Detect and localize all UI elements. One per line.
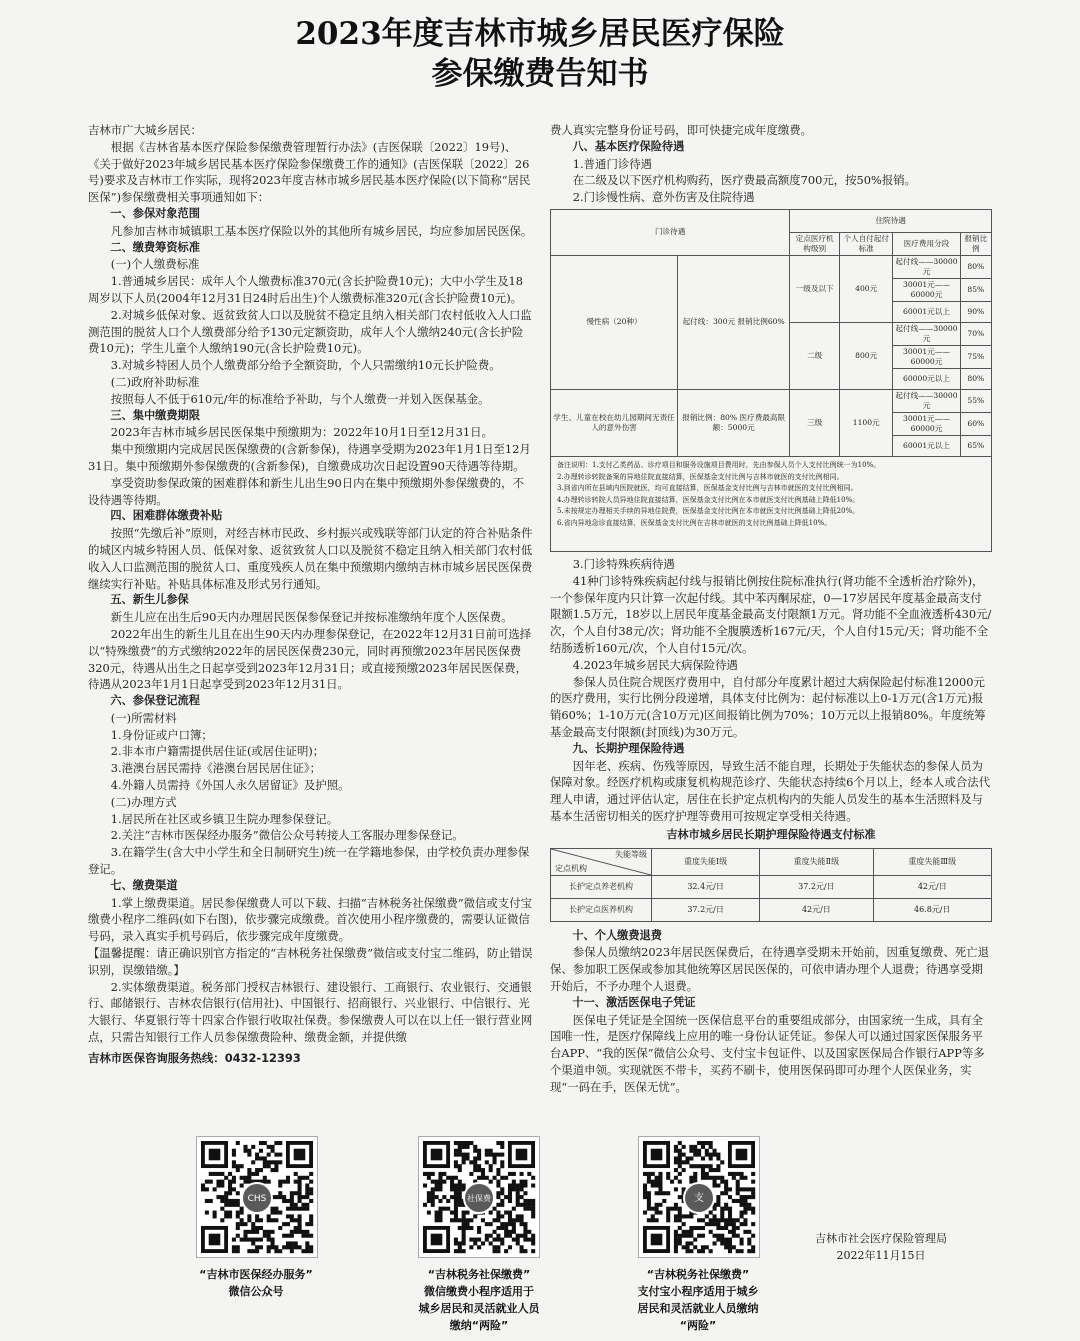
- ltc-cell: 37.2元/日: [760, 875, 873, 898]
- section-6a-item-1: 1.身份证或户口簿；: [110, 727, 213, 742]
- ratio-cell: 60%: [960, 412, 991, 435]
- section-9-heading: 九、长期护理保险待遇: [572, 741, 685, 755]
- section-9-text: 因年老、疾病、伤残等原因，导致生活不能自理，长期处于失能状态的参保人员为保障对象。经医疗机构或康复机构规范诊疗、失能状态持续6个月以上，经本人或合法代理人申请，通过评估认定，居住在长护定点机构内的失能人员发生的基本生活照料及与基本生活密切相关的医疗护理等费用可按规定享受相关待遇。: [550, 758, 991, 823]
- ltc-header: 重度失能Ⅰ级: [652, 848, 760, 875]
- qr-caption-line: 微信公众号: [228, 1285, 284, 1298]
- student-accident-rule: 报销比例：80% 医疗费最高限额：5000元: [678, 389, 790, 456]
- table-notes: [550, 457, 992, 552]
- band-cell: 起付线——30000元: [893, 389, 960, 412]
- ltc-cell: 42元/日: [873, 875, 991, 898]
- qr-caption-line: “吉林市医保经办服务”: [199, 1268, 313, 1281]
- section-1-text: 凡参加吉林市城镇职工基本医疗保险以外的其他所有城乡居民，均应参加居民医保。: [110, 223, 533, 238]
- ratio-cell: 85%: [960, 278, 991, 301]
- page-title: [0, 14, 1080, 94]
- section-6a-item-2: 2.非本市户籍需提供居住证(或居住证明)；: [110, 744, 325, 759]
- section-2b-heading: (二)政府补助标准: [110, 374, 200, 389]
- ltc-row-label: 长护定点医养机构: [551, 898, 652, 921]
- deductible-cell: 800元: [840, 322, 893, 389]
- qr-code-wechat-tax: [418, 1136, 540, 1258]
- chronic-disease-name: 慢性病（20种）: [551, 255, 678, 389]
- qr-code-icon: [639, 1137, 759, 1257]
- level-cell: 三级: [790, 389, 840, 456]
- section-2-heading: 二、缴费筹资标准: [110, 240, 200, 254]
- section-8d-heading: 4.2023年城乡居民大病保险待遇: [572, 657, 738, 672]
- section-4-heading: 四、困难群体缴费补贴: [110, 509, 223, 523]
- ltc-header: 重度失能Ⅲ级: [873, 848, 991, 875]
- header-inpatient: 住院待遇: [790, 209, 992, 232]
- qr-caption-line: “吉林税务社保缴费”: [646, 1268, 750, 1281]
- qr-code-wechat-service: [196, 1136, 318, 1258]
- section-2a-item-2: 2.对城乡低保对象、返贫致贫人口以及脱贫不稳定且纳入相关部门农村低收入人口监测范围的脱贫人口个人缴费部分给予130元定额资助，成年人个人缴纳240元(含长护险费10元)；学生儿童个人缴纳190元(含长护险费10元)。: [88, 307, 532, 356]
- table-note: 4.办理转诊转院人员异地住院直接结算，医保基金支付比例在本市就医支付比例基础上降低10%。: [557, 495, 860, 504]
- level-cell: 二级: [790, 322, 840, 389]
- ratio-cell: 75%: [960, 345, 991, 368]
- header-level: 定点医疗机构级别: [790, 232, 840, 255]
- section-6a-item-3: 3.港澳台居民需持《港澳台居民居住证》；: [110, 761, 321, 776]
- section-7-text-1: 1.掌上缴费渠道。居民参保缴费人可以下载、扫描“吉林税务社保缴费”微信或支付宝缴费小程序二维码(如下右图)，依步骤完成缴费。首次使用小程序缴费的，需要认证微信号码，录入真实手机号码后，依步骤完成年度缴费。: [88, 895, 532, 944]
- section-2b-text: 按照每人不低于610元/年的标准给予补助，与个人缴费一并划入医保基金。: [110, 391, 490, 406]
- section-8c-heading: 3.门诊特殊疾病待遇: [572, 556, 675, 571]
- band-cell: 60001元以上: [893, 435, 960, 456]
- chronic-disease-rule: 起付线：300元 报销比例60%: [678, 255, 790, 389]
- section-8a-heading: 1.普通门诊待遇: [572, 156, 653, 171]
- table-note: 6.省内异地急诊直接结算，医保基金支付比例在吉林市就医的支付比例基础上降低10%。: [557, 518, 832, 527]
- section-2a-item-1: 1.普通城乡居民：成年人个人缴费标准370元(含长护险费10元)；大中小学生及18周岁以下人员(2004年12月31日24时后出生)个人缴费标准320元(含长护险费10元)。: [88, 274, 524, 305]
- section-1-heading: 一、参保对象范围: [110, 206, 200, 220]
- section-8b-heading: 2.门诊慢性病、意外伤害及住院待遇: [572, 190, 755, 205]
- intro-paragraph: 根据《吉林省基本医疗保险参保缴费管理暂行办法》(吉医保联〔2022〕19号)、《关于做好2023年城乡居民基本医疗保险参保缴费工作的通知》(吉医保联〔2022〕26号)要求及吉林市工作实际，现将2023年度吉林市城乡居民基本医疗保险(以下简称“居民医保”)参保缴费相关事项通知如下：: [88, 139, 531, 205]
- section-3-text-2: 集中预缴期内完成居民医保缴费的(含新参保)，待遇享受期为2023年1月1日至12月31日。集中预缴期外参保缴费的(含新参保)，自缴费成功次日起设置90天待遇等待期。: [88, 442, 531, 473]
- section-3-heading: 三、集中缴费期限: [110, 408, 200, 422]
- ltc-cell: 32.4元/日: [652, 875, 760, 898]
- section-3-text-3: 享受资助参保政策的困难群体和新生儿出生90日内在集中预缴期外参保缴费的，不设待遇等待期。: [88, 475, 524, 507]
- header-ratio: 报销比例: [960, 232, 991, 255]
- qr-caption-line: “两险”: [679, 1319, 717, 1332]
- ltc-corner-bottom: 定点机构: [555, 863, 587, 873]
- section-5-text-1: 新生儿应在出生后90天内办理居民医保参保登记并按标准缴纳年度个人医保费。: [110, 610, 513, 625]
- section-6a-item-4: 4.外籍人员需持《外国人永久居留证》及护照。: [110, 778, 350, 793]
- ltc-table-caption: 吉林市城乡居民长期护理保险待遇支付标准: [666, 827, 876, 841]
- section-7-continued: 费人真实完整身份证号码，即可快捷完成年度缴费。: [550, 123, 812, 137]
- section-2a-item-3: 3.对城乡特困人员个人缴费部分给予全额资助，个人只需缴纳10元长护险费。: [110, 358, 501, 373]
- header-band: 医疗费用分段: [893, 232, 960, 255]
- table-note: 2.办理转诊转院备案的异地住院直接结算，医保基金支付比例与吉林市就医的支付比例相同。: [557, 472, 844, 481]
- ratio-cell: 55%: [960, 389, 991, 412]
- ratio-cell: 80%: [960, 255, 991, 278]
- title-line-2: 参保缴费告知书: [431, 56, 649, 92]
- section-7-tip: 【温馨提醒：请正确识别官方指定的“吉林税务社保缴费”微信或支付宝二维码，防止错误识别，误缴错缴。】: [88, 946, 533, 977]
- ltc-row-label: 长护定点养老机构: [551, 875, 652, 898]
- qr-caption-line: 缴纳“两险”: [449, 1319, 509, 1332]
- signature-block: [815, 1230, 947, 1264]
- right-column: [550, 122, 992, 1096]
- band-cell: 30001元——60000元: [893, 278, 960, 301]
- qr-caption-2: [396, 1266, 562, 1334]
- section-7-heading: 七、缴费渠道: [110, 878, 178, 892]
- ratio-cell: 90%: [960, 301, 991, 322]
- band-cell: 30001元——60000元: [893, 345, 960, 368]
- greeting: 吉林市广大城乡居民：: [88, 123, 202, 137]
- section-6b-item-2: 2.关注“吉林市医保经办服务”微信公众号转接人工客服办理参保登记。: [110, 828, 464, 843]
- ratio-cell: 70%: [960, 322, 991, 345]
- section-11-heading: 十一、激活医保电子凭证: [572, 995, 696, 1009]
- header-outpatient: 门诊待遇: [551, 209, 790, 255]
- section-3-text-1: 2023年吉林市城乡居民医保集中预缴期为：2022年10月1日至12月31日。: [110, 425, 493, 440]
- student-accident-name: 学生、儿童在校在幼儿园期间无责任人的意外伤害: [551, 389, 678, 456]
- section-6-heading: 六、参保登记流程: [110, 694, 200, 708]
- qr-code-icon: [419, 1137, 539, 1257]
- qr-caption-line: 支付宝小程序适用于城乡: [637, 1285, 759, 1298]
- qr-caption-line: 城乡居民和灵活就业人员: [418, 1302, 540, 1315]
- ltc-cell: 46.8元/日: [873, 898, 991, 921]
- section-10-heading: 十、个人缴费退费: [572, 928, 662, 942]
- section-8c-text: 41种门诊特殊疾病起付线与报销比例按住院标准执行(肾功能不全透析治疗除外)，一个参保年度内只计算一次起付线。其中苯丙酮尿症，0—17岁居民年度基金最高支付限额1.5万元，18岁以上居民年度基金最高支付限额1万元。肾功能不全血液透析430元/次，个人自付38元/次；肾功能不全腹膜透析167元/天，个人自付15元/天；肾功能不全结肠透析160元/次，个人自付15元/次。: [550, 573, 992, 655]
- qr-caption-line: 居民和灵活就业人员缴纳: [637, 1302, 759, 1315]
- ltc-cell: 37.2元/日: [652, 898, 760, 921]
- band-cell: 起付线——30000元: [893, 322, 960, 345]
- band-cell: 60000元以上: [893, 368, 960, 389]
- qr-caption-1: [176, 1266, 336, 1300]
- section-8a-text: 在二级及以下医疗机构购药，医疗费最高额度700元，按50%报销。: [572, 173, 917, 188]
- ltc-corner-cell: [551, 848, 652, 875]
- section-7-text-2: 2.实体缴费渠道。税务部门授权吉林银行、建设银行、工商银行、农业银行、交通银行、邮储银行、吉林农信银行(信用社)、中国银行、招商银行、兴业银行、中信银行、光大银行、华夏银行等十四家合作银行收取社保费。参保缴费人可以在以上任一银行营业网点，只需告知银行工作人员参保缴费险种、缴费金额，并提供缴: [88, 979, 533, 1045]
- section-8d-text: 参保人员住院合规医疗费用中，自付部分年度累计超过大病保险起付标准12000元的医疗费用，实行比例分段递增，具体支付比例为：起付标准以上0-1万元(含1万元)报销60%；1-10万元(含10万元)区间报销比例为70%；10万元以上报销80%。年度统筹基金最高支付限额(封顶线)为30万元。: [550, 674, 986, 739]
- service-hotline: 吉林市医保咨询服务热线：0432-12393: [88, 1050, 301, 1065]
- level-cell: 一级及以下: [790, 255, 840, 322]
- ratio-cell: 65%: [960, 435, 991, 456]
- deductible-cell: 1100元: [840, 389, 893, 456]
- benefits-table: [550, 209, 992, 457]
- section-5-text-2: 2022年出生的新生儿且在出生90天内办理参保登记，在2022年12月31日前可选择以“特殊缴费”的方式缴纳2022年的居民医保费230元，同时再预缴2023年居民医保费320元，待遇从出生之日起享受到2023年12月31日；或直接预缴2023年居民医保费，待遇从2023年1月1日起享受到2023年12月31日。: [88, 626, 532, 692]
- section-6b-item-1: 1.居民所在社区或乡镇卫生院办理参保登记。: [110, 811, 339, 826]
- qr-code-icon: [197, 1137, 317, 1257]
- section-6b-item-3: 3.在籍学生(含大中小学生和全日制研究生)统一在学籍地参保，由学校负责办理参保登记。: [88, 845, 530, 877]
- ltc-header: 重度失能Ⅱ级: [760, 848, 873, 875]
- issuing-organization: 吉林市社会医疗保险管理局: [815, 1232, 947, 1245]
- qr-logo-text: 支: [694, 1193, 704, 1204]
- band-cell: 起付线——30000元: [893, 255, 960, 278]
- qr-code-alipay-tax: [638, 1136, 760, 1258]
- deductible-cell: 400元: [840, 255, 893, 322]
- qr-caption-line: “吉林税务社保缴费”: [427, 1268, 531, 1281]
- section-6b-heading: (二)办理方式: [110, 794, 177, 809]
- qr-caption-line: 微信缴费小程序适用于: [424, 1285, 534, 1298]
- section-5-heading: 五、新生儿参保: [110, 593, 189, 607]
- section-2a-heading: (一)个人缴费标准: [110, 257, 200, 272]
- table-note: 3.到省内所在县域内医院就医，均可直接结算，医保基金支付比例与吉林市就医的支付比例相同。: [557, 484, 858, 493]
- section-4-text: 按照“先缴后补”原则，对经吉林市民政、乡村振兴或残联等部门认定的符合补贴条件的城区内城乡特困人员、低保对象、返贫致贫人口以及脱贫不稳定且纳入相关部门农村低收入人口监测范围的脱贫人口、重度残疾人员在集中预缴期内缴纳吉林市城乡居民医保费继续实行补贴。补贴具体标准及形式另行通知。: [88, 526, 533, 591]
- section-10-text: 参保人员缴纳2023年居民医保费后，在待遇享受期未开始前，因重复缴费、死亡退保、参加职工医保或参加其他统筹区居民医保的，可依申请办理个人退费；待遇享受期开始后，不予办理个人退费。: [550, 945, 990, 993]
- qr-caption-3: [614, 1266, 782, 1334]
- ltc-table: [550, 848, 992, 922]
- title-line-1: 2023年度吉林市城乡居民医疗保险: [295, 16, 785, 52]
- qr-logo-text: 社保费: [467, 1194, 491, 1203]
- ltc-cell: 42元/日: [760, 898, 873, 921]
- header-deductible: 个人自付起付标准: [840, 232, 893, 255]
- table-note: 5.未按规定办理相关手续的异地住院费，医保基金支付比例在本市就医支付比例基础上降低20%。: [557, 507, 860, 516]
- band-cell: 60001元以上: [893, 301, 960, 322]
- table-note: 备注说明：1.支付乙类药品、诊疗项目和服务设施项目费用时，先由参保人员个人支付比例统一为10%。: [557, 460, 881, 469]
- ltc-corner-top: 失能等级: [615, 849, 647, 859]
- section-11-text: 医保电子凭证是全国统一医保信息平台的重要组成部分，由国家统一生成，具有全国唯一性，是医疗保障线上应用的唯一身份认证凭证。参保人可以通过国家医保服务平台APP、“我的医保”微信公众号、支付宝卡包证件、以及国家医保局合作银行APP等多个渠道申领。实现就医不带卡，买药不刷卡，使用医保码即可办理个人医保业务，实现“一码在手，医保无忧”。: [550, 1012, 985, 1094]
- ratio-cell: 80%: [960, 368, 991, 389]
- left-column: [88, 122, 533, 1067]
- section-6a-heading: (一)所需材料: [110, 710, 177, 725]
- qr-logo-text: CHS: [247, 1194, 267, 1204]
- issue-date: 2022年11月15日: [836, 1249, 926, 1262]
- band-cell: 30001元——60000元: [893, 412, 960, 435]
- section-8-heading: 八、基本医疗保险待遇: [572, 139, 685, 153]
